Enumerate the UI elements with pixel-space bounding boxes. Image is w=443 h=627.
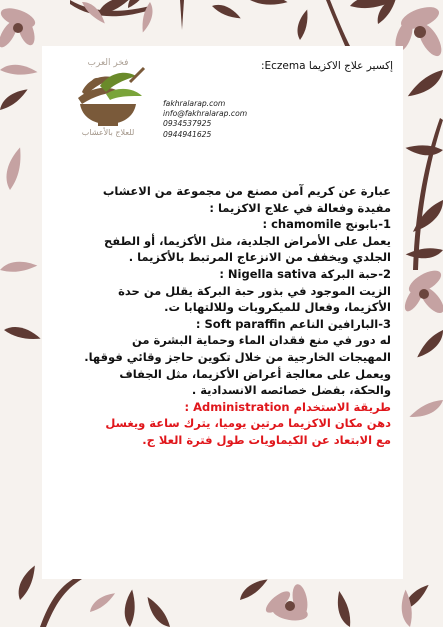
paraffin-text-4: والحكة، بفضل خصائصه الانسدادية . — [191, 383, 391, 398]
brand-logo — [60, 58, 156, 144]
nigella-text-2: الأكزيما، وفعال للميكروبات وللالتهابا ت. — [164, 300, 391, 315]
flower-icon-top-left — [0, 4, 38, 50]
leaf-icon-left-dark — [0, 88, 41, 348]
administration-text-1: دهن مكان الاكزيما مرتين يوميا، يترك ساعة ويغسل — [105, 416, 391, 431]
ingredient-heading-chamomile: 1-بابونج chamomile : — [262, 217, 391, 232]
chamomile-text-2: الجلدي ويخفف من الانزعاج المرتبط بالأكزيما . — [128, 250, 391, 265]
ingredient-heading-paraffin: 3-البارافين الناعم Soft paraffin : — [195, 316, 391, 331]
chamomile-text-1: يعمل على الأمراض الجلدية، مثل الأكزيما، أو الطفح — [104, 233, 391, 248]
intro-line-2: مفيدة وفعالة في علاج الاكزيما : — [209, 200, 391, 215]
leaf-icon-left — [0, 59, 38, 277]
intro-line-1: عبارة عن كريم آمن مصنع من مجموعة من الاعشاب — [102, 184, 391, 198]
leaf-icon-top — [70, 0, 403, 48]
phone-number-2[interactable]: 0944941625 — [163, 129, 212, 139]
page-title: إكسير علاج الاكزيما Eczema: — [260, 60, 393, 72]
email-link[interactable]: info@fakhralarap.com — [163, 109, 248, 119]
website-link[interactable]: fakhralarap.com — [163, 99, 226, 108]
paraffin-text-3: ويعمل على معالجة أعراض الأكزيما، مثل الجفاف — [119, 366, 391, 381]
ingredient-heading-nigella: 2-حبة البركة Nigella sativa : — [219, 266, 391, 281]
contact-info — [163, 99, 283, 140]
paraffin-text-1: له دور في منع فقدان الماء وحماية البشرة من — [131, 333, 391, 348]
administration-text-2: مع الابتعاد عن الكيماويات طول فترة العلا ج. — [142, 432, 391, 447]
description-body — [58, 183, 391, 449]
logo-bottom-text: للعلاج بالأعشاب — [81, 128, 135, 137]
paraffin-text-2: المهيجات الخارجية من خلال تكوين حاجز وقائي فوقها. — [84, 349, 391, 364]
logo-top-text: فخر العرب — [87, 58, 129, 68]
administration-heading: طريقة الاستخدام Administration : — [184, 399, 391, 414]
leaf-icon-right — [403, 70, 443, 359]
phone-number-1[interactable]: 0934537925 — [163, 119, 212, 129]
nigella-text-1: الزيت الموجود في بذور حبة البركة يقلل من حدة — [118, 283, 391, 298]
